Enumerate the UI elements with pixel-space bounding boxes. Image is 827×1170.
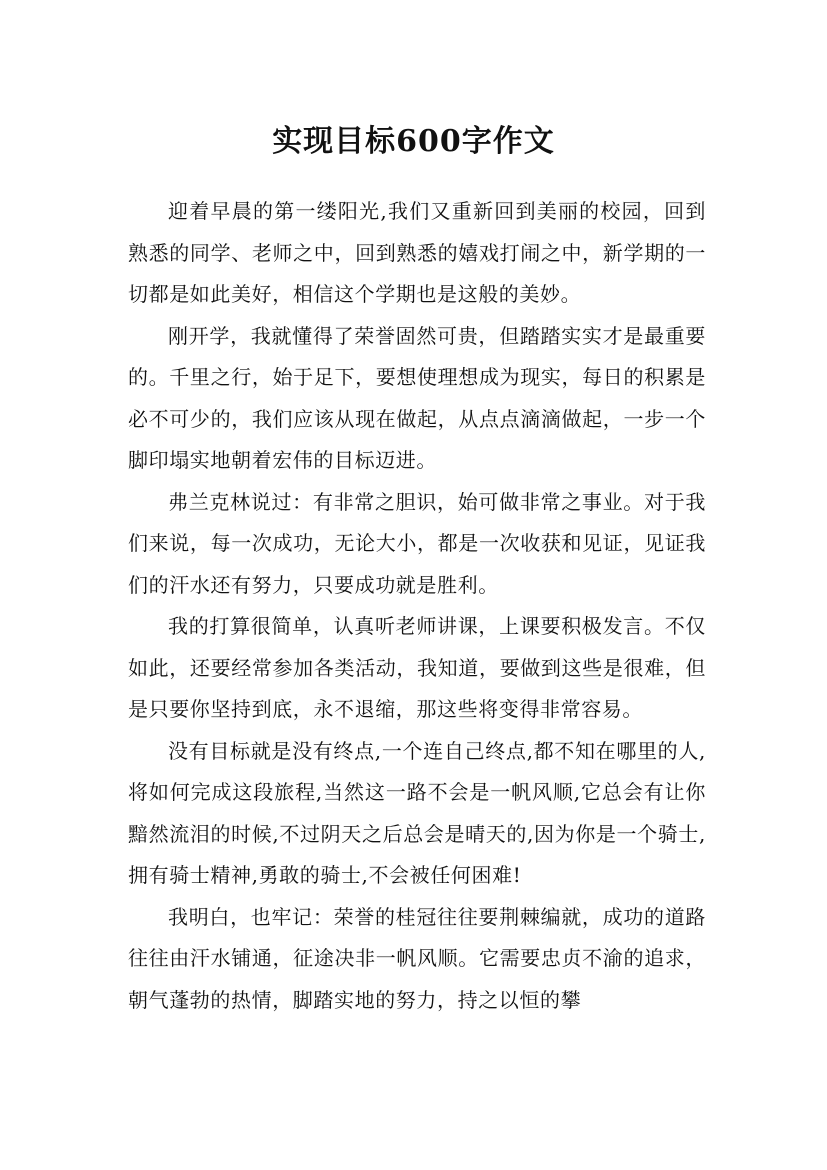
paragraph-5: 没有目标就是没有终点,一个连自己终点,都不知在哪里的人,将如何完成这段旅程,当然这一路不会是一帆风顺,它总会有让你黯然流泪的时候,不过阴天之后总会是晴天的,因为你是一个骑士,拥有骑士精神,勇敢的骑士,不会被任何困难!	[128, 738, 706, 887]
essay-body	[128, 191, 706, 1021]
paragraph-3: 弗兰克林说过：有非常之胆识，始可做非常之事业。对于我们来说，每一次成功，无论大小，都是一次收获和见证，见证我们的汗水还有努力，只要成功就是胜利。	[128, 489, 706, 597]
paragraph-4: 我的打算很简单，认真听老师讲课，上课要积极发言。不仅如此，还要经常参加各类活动，我知道，要做到这些是很难，但是只要你坚持到底，永不退缩，那这些将变得非常容易。	[128, 614, 706, 721]
paragraph-1: 迎着早晨的第一缕阳光,我们又重新回到美丽的校园，回到熟悉的同学、老师之中，回到熟悉的嬉戏打闹之中，新学期的一切都是如此美好，相信这个学期也是这般的美妙。	[128, 199, 706, 306]
page-title: 实现目标600字作文	[272, 124, 555, 160]
paragraph-6: 我明白，也牢记：荣誉的桂冠往往要荆棘编就，成功的道路往往由汗水铺通，征途决非一帆风顺。它需要忠贞不渝的追求，朝气蓬勃的热情，脚踏实地的努力，持之以恒的攀	[128, 904, 706, 1012]
paragraph-2: 刚开学，我就懂得了荣誉固然可贵，但踏踏实实才是最重要的。千里之行，始于足下，要想使理想成为现实，每日的积累是必不可少的，我们应该从现在做起，从点点滴滴做起，一步一个脚印塌实地朝着宏伟的目标迈进。	[128, 323, 706, 472]
